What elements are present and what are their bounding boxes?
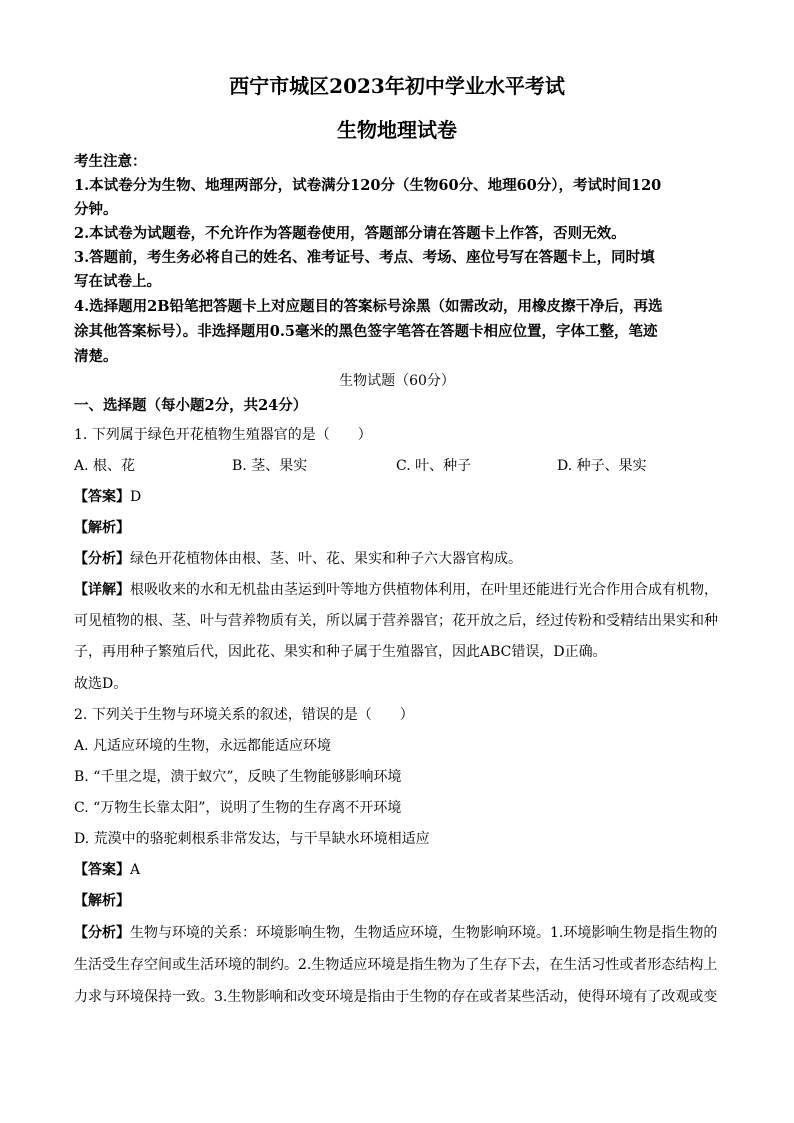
q2-option-c: C. “万物生长靠太阳”，说明了生物的生存离不开环境: [74, 800, 402, 816]
q1-conclusion: 故选D。: [74, 676, 128, 692]
exam-title: 西宁市城区2023年初中学业水平考试: [229, 74, 565, 98]
answer-value: D: [130, 489, 142, 505]
fenxi-tag: 【分析】: [74, 925, 130, 941]
exam-subtitle: 生物地理试卷: [337, 118, 457, 142]
fenxi-text: 生物与环境的关系：环境影响生物，生物适应环境，生物影响环境。1.环境影响生物是指生物的: [130, 925, 718, 941]
notice-line: 分钟。: [74, 201, 118, 218]
part-heading: 一、选择题（每小题2分，共24分）: [74, 397, 308, 414]
xiangjie-tag: 【详解】: [74, 582, 130, 598]
answer-tag: 【答案】: [74, 489, 130, 505]
q1-answer: [74, 486, 720, 506]
q1-option-c: C. 叶、种子: [396, 458, 472, 474]
q2-option-b: B. “千里之堤，溃于蚁穴”，反映了生物能够影响环境: [74, 769, 402, 785]
q1-fenxi: [74, 548, 720, 568]
q1-xiangjie-line: 可见植物的根、茎、叶与营养物质有关，所以属于营养器官；花开放之后，经过传粉和受精结出果实和种: [74, 613, 718, 629]
answer-tag: 【答案】: [74, 862, 130, 878]
q2-option-d: D. 荒漠中的骆驼刺根系非常发达，与干旱缺水环境相适应: [74, 831, 430, 847]
q1-option-b: B. 茎、果实: [232, 458, 308, 474]
notice-heading: 考生注意：: [74, 153, 147, 170]
q1-option-d: D. 种子、果实: [557, 458, 647, 474]
xiangjie-text: 根吸收来的水和无机盐由茎运到叶等地方供植物体利用，在叶里还能进行光合作用合成有机物，: [130, 582, 718, 598]
q2-option-a: A. 凡适应环境的生物，永远都能适应环境: [74, 738, 332, 754]
fenxi-tag: 【分析】: [74, 551, 130, 567]
q2-fenxi-line: 生活受生存空间或生活环境的制约。2.生物适应环境是指生物为了生存下去，在生活习性或者形态结构上: [74, 957, 718, 973]
q1-analysis-tag: 【解析】: [74, 520, 130, 536]
notice-line: 4.选择题用2B铅笔把答题卡上对应题目的答案标号涂黑（如需改动，用橡皮擦干净后，再选: [74, 298, 663, 315]
q1-option-a: A. 根、花: [74, 458, 136, 474]
q1-stem: 1. 下列属于绿色开花植物生殖器官的是（ ）: [74, 427, 372, 443]
q2-fenxi-line: 力求与环境保持一致。3.生物影响和改变环境是指由于生物的存在或者某些活动，使得环境有了改观或变: [74, 989, 718, 1005]
q1-xiangjie-line: 子，再用种子繁殖后代，因此花、果实和种子属于生殖器官，因此ABC错误，D正确。: [74, 644, 607, 660]
notice-line: 2.本试卷为试题卷，不允许作为答题卷使用，答题部分请在答题卡上作答，否则无效。: [74, 225, 626, 242]
fenxi-text: 绿色开花植物体由根、茎、叶、花、果实和种子六大器官构成。: [130, 551, 522, 567]
notice-line: 写在试卷上。: [74, 273, 161, 290]
q1-xiangjie: [74, 579, 720, 599]
notice-line: 清楚。: [74, 348, 118, 365]
notice-line: 涂其他答案标号）。非选择题用0.5毫米的黑色签字笔答在答题卡相应位置，字体工整，笔迹: [74, 323, 658, 340]
q2-answer: [74, 859, 720, 879]
section-title: 生物试题（60分）: [339, 373, 455, 389]
notice-line: 1.本试卷分为生物、地理两部分，试卷满分120分（生物60分、地理60分），考试时间120: [74, 177, 662, 194]
q2-fenxi: [74, 922, 720, 942]
q2-analysis-tag: 【解析】: [74, 893, 130, 909]
notice-line: 3.答题前，考生务必将自己的姓名、准考证号、考点、考场、座位号写在答题卡上，同时填: [74, 249, 655, 266]
answer-value: A: [130, 862, 141, 878]
q2-stem: 2. 下列关于生物与环境关系的叙述，错误的是（ ）: [74, 707, 414, 723]
